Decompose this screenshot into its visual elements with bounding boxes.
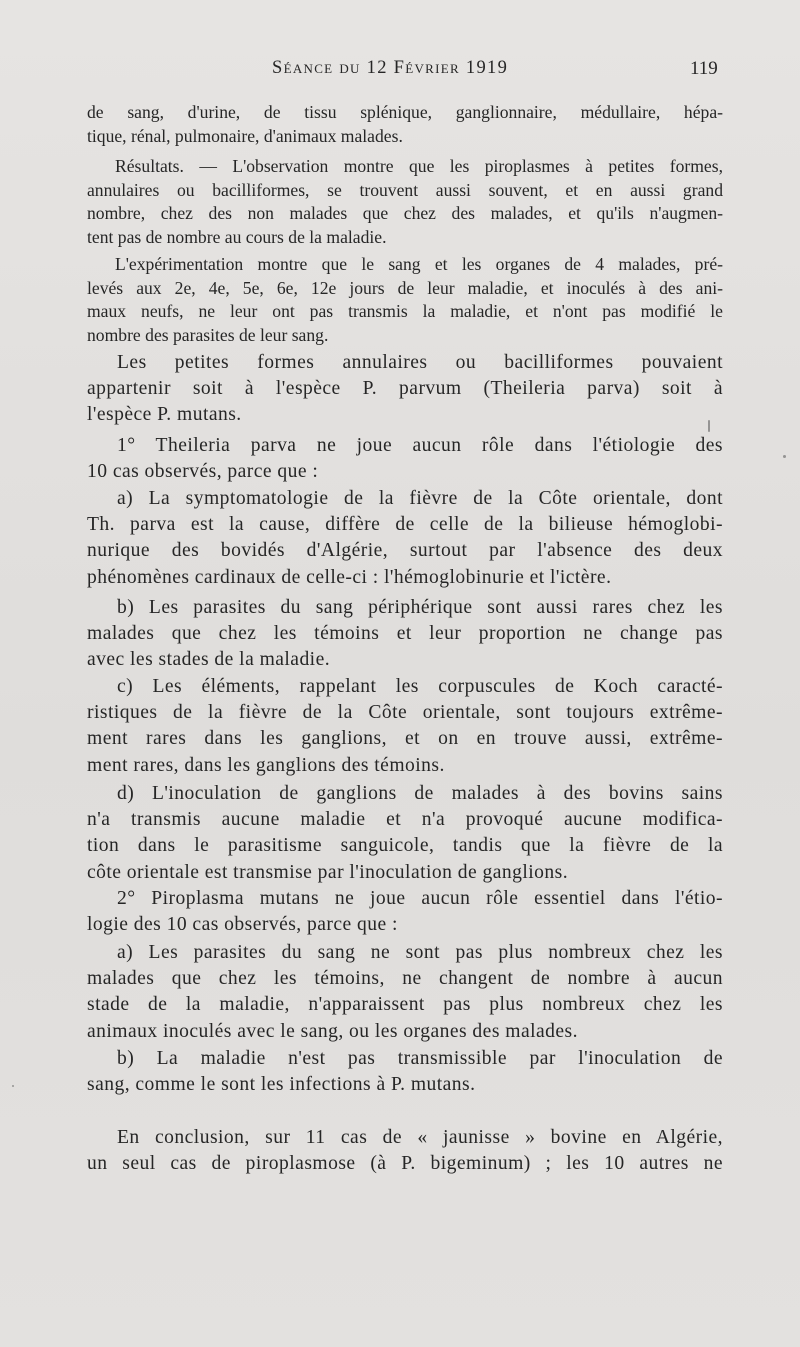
paragraph-theileria <box>87 433 723 485</box>
text-line: logie des 10 cas observés, parce que : <box>87 914 398 936</box>
text-line: Les petites formes annulaires ou bacilliformes pouvaient <box>117 352 723 373</box>
text-line: tique, rénal, pulmonaire, d'animaux malades. <box>87 125 403 146</box>
text-line: ment rares, dans les ganglions des témoins. <box>87 754 445 776</box>
text-line: malades que chez les témoins et leur proportion ne change pas <box>87 623 723 645</box>
text-line: nombre, chez des non malades que chez des malades, et qu'ils n'augmen- <box>87 203 723 224</box>
scan-speck <box>12 1085 14 1087</box>
paragraph-species <box>87 350 723 429</box>
text-line: côte orientale est transmise par l'inoculation de ganglions. <box>87 861 569 883</box>
text-line: a) La symptomatologie de la fièvre de la Côte orientale, dont <box>117 488 723 509</box>
text-line: appartenir soit à l'espèce P. parvum (Theileria parva) soit à <box>87 378 723 400</box>
text-line: stade de la maladie, n'apparaissent pas plus nombreux chez les <box>87 994 723 1016</box>
text-line: malades que chez les témoins, ne changent de nombre à aucun <box>87 968 723 990</box>
text-line: L'expérimentation montre que le sang et les organes de 4 malades, pré- <box>115 254 723 274</box>
text-line: Th. parva est la cause, diffère de celle de la bilieuse hémoglobi- <box>87 514 723 536</box>
text-line: nombre des parasites de leur sang. <box>87 325 329 346</box>
paragraph-piroplasma <box>87 886 723 938</box>
text-line: 10 cas observés, parce que : <box>87 461 319 483</box>
text-line: b) La maladie n'est pas transmissible par l'inoculation de <box>117 1048 723 1069</box>
text-line: n'a transmis aucune maladie et n'a provoqué aucune modifica- <box>87 809 723 831</box>
text-line: nurique des bovidés d'Algérie, surtout par l'absence des deux <box>87 540 723 562</box>
text-line: maux neufs, ne leur ont pas transmis la maladie, et n'ont pas modifié le <box>87 301 723 322</box>
text-line: sang, comme le sont les infections à P. mutans. <box>87 1074 476 1096</box>
page-number: 119 <box>690 58 718 79</box>
page-header <box>0 58 800 86</box>
paragraph-conclusion <box>87 1125 723 1177</box>
text-line: levés aux 2e, 4e, 5e, 6e, 12e jours de leur maladie, et inoculés à des ani- <box>87 277 723 298</box>
text-line: En conclusion, sur 11 cas de « jaunisse » bovine en Algérie, <box>117 1127 723 1148</box>
paragraph-sources <box>87 101 723 148</box>
text-line: c) Les éléments, rappelant les corpuscules de Koch caracté- <box>117 676 723 697</box>
text-line: un seul cas de piroplasmose (à P. bigeminum) ; les 10 autres ne <box>87 1153 723 1175</box>
paragraph-point-a2 <box>87 940 723 1045</box>
paragraph-point-c <box>87 674 723 779</box>
text-line: a) Les parasites du sang ne sont pas plus nombreux chez les <box>117 942 723 963</box>
paragraph-results <box>87 155 723 250</box>
text-line: b) Les parasites du sang périphérique sont aussi rares chez les <box>117 597 723 618</box>
text-line: tion dans le parasitisme sanguicole, tandis que la fièvre de la <box>87 835 723 857</box>
scan-speck <box>708 420 710 432</box>
text-line: d) L'inoculation de ganglions de malades à des bovins sains <box>117 783 723 804</box>
scan-speck <box>783 455 786 458</box>
paragraph-point-b <box>87 595 723 674</box>
paragraph-experimentation <box>87 253 723 348</box>
text-line: 1° Theileria parva ne joue aucun rôle dans l'étiologie des <box>117 435 723 456</box>
text-line: animaux inoculés avec le sang, ou les organes des malades. <box>87 1020 578 1042</box>
text-line: 2° Piroplasma mutans ne joue aucun rôle essentiel dans l'étio- <box>117 888 723 909</box>
text-line: de sang, d'urine, de tissu splénique, ganglionnaire, médullaire, hépa- <box>87 102 723 122</box>
text-line: avec les stades de la maladie. <box>87 649 331 671</box>
text-line: Résultats. — L'observation montre que les piroplasmes à petites formes, <box>115 156 723 176</box>
running-title: Séance du 12 Février 1919 <box>272 58 509 78</box>
text-line: ment rares dans les ganglions, et on en trouve aussi, extrême- <box>87 728 723 750</box>
text-line: l'espèce P. mutans. <box>87 404 242 426</box>
paragraph-point-a <box>87 486 723 591</box>
text-line: phénomènes cardinaux de celle-ci : l'hémoglobinurie et l'ictère. <box>87 566 612 588</box>
text-line: ristiques de la fièvre de la Côte orientale, sont toujours extrême- <box>87 702 723 724</box>
text-line: annulaires ou bacilliformes, se trouvent aussi souvent, et en aussi grand <box>87 179 723 200</box>
text-line: tent pas de nombre au cours de la maladie. <box>87 227 387 248</box>
paragraph-point-b2 <box>87 1046 723 1098</box>
paragraph-point-d <box>87 781 723 886</box>
